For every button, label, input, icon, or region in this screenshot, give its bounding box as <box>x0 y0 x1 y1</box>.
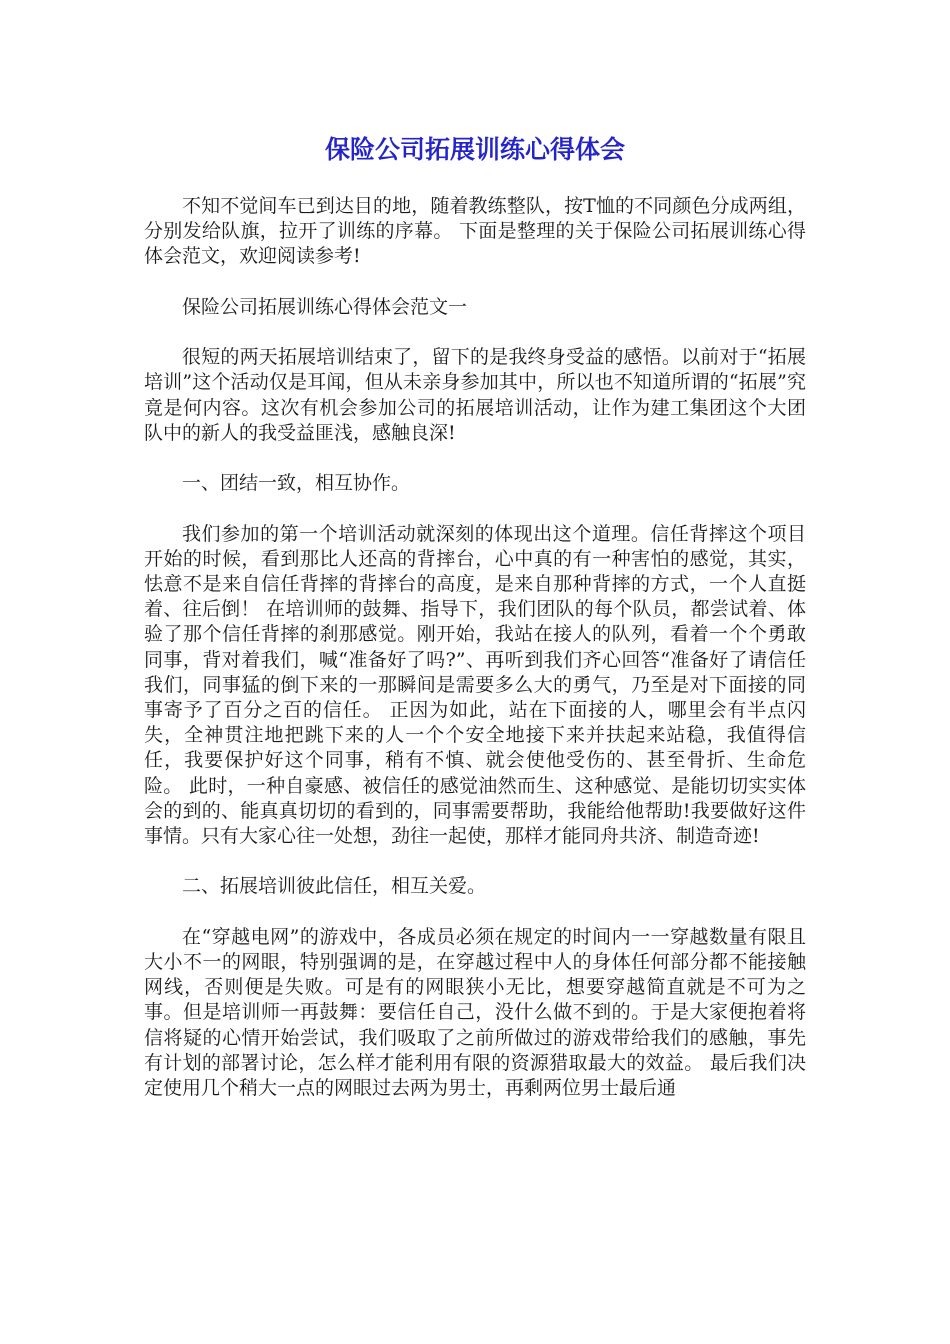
paragraph-body: 我们参加的第一个培训活动就深刻的体现出这个道理。信任背摔这个项目开始的时候，看到那比人还高的背摔台，心中真的有一种害怕的感觉，其实，怯意不是来自信任背摔的背摔台的高度，是来自那种背摔的方式，一个人直挺着、往后倒！ 在培训师的鼓舞、指导下，我们团队的每个队员，都尝试着、体验了那个信任背摔的刹那感觉。刚开始，我站在接人的队列，看着一个个勇敢同事，背对着我们，喊“准备好了吗?”、再听到我们齐心回答“准备好了请信任我们，同事猛的倒下来的一那瞬间是需要多么大的勇气，乃至是对下面接的同事寄予了百分之百的信任。 正因为如此，站在下面接的人，哪里会有半点闪失，全神贯注地把跳下来的人一个个安全地接下来并扶起来站稳，我值得信任，我要保护好这个同事，稍有不慎、就会使他受伤的、甚至骨折、生命危险。 此时，一种自豪感、被信任的感觉油然而生、这种感觉、是能切切实实体会的到的、能真真切切的看到的，同事需要帮助，我能给他帮助!我要做好这件事情。只有大家心往一处想，劲往一起使，那样才能同舟共济、制造奇迹! <box>144 522 806 848</box>
section-heading-2: 二、拓展培训彼此信任，相互关爱。 <box>182 875 487 898</box>
paragraph-subtitle: 保险公司拓展训练心得体会范文一 <box>182 295 468 318</box>
paragraph-intro: 不知不觉间车已到达目的地，随着教练整队，按T恤的不同颜色分成两组，分别发给队旗，拉开了训练的序幕。 下面是整理的关于保险公司拓展训练心得体会范文，欢迎阅读参考! <box>144 195 806 268</box>
document-title: 保险公司拓展训练心得体会 <box>324 135 625 164</box>
document-body <box>144 194 806 1126</box>
section-heading-1: 一、团结一致，相互协作。 <box>182 472 411 495</box>
paragraph-body: 在“穿越电网”的游戏中，各成员必须在规定的时间内一一穿越数量有限且大小不一的网眼，特别强调的是，在穿越过程中人的身体任何部分都不能接触网线，否则便是失败。可是有的网眼狭小无比，想要穿越简直就是不可为之事。但是培训师一再鼓舞：要信任自己，没什么做不到的。于是大家便抱着将信将疑的心情开始尝试，我们吸取了之前所做过的游戏带给我们的感触，事先有计划的部署讨论，怎么样才能利用有限的资源猎取最大的效益。 最后我们决定使用几个稍大一点的网眼过去两为男士，再剩两位男士最后通 <box>144 925 806 1100</box>
paragraph-body: 很短的两天拓展培训结束了，留下的是我终身受益的感悟。以前对于“拓展培训”这个活动仅是耳闻，但从未亲身参加其中，所以也不知道所谓的“拓展”究竟是何内容。这次有机会参加公司的拓展培训活动，让作为建工集团这个大团队中的新人的我受益匪浅，感触良深! <box>144 346 806 444</box>
